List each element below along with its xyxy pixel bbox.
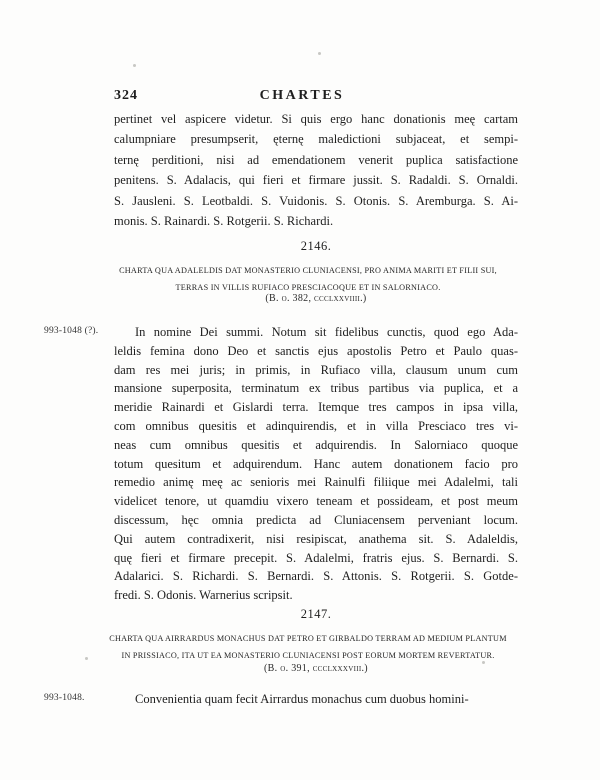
- text-line: ternę perditioni, nisi ad emendationem venerit puplica satisfactione: [114, 152, 518, 167]
- text-line: penitens. S. Adalacis, qui fieri et firmare jussit. S. Radaldi. S. Ornaldi.: [114, 173, 518, 188]
- charter-2146-body: [114, 323, 518, 605]
- text-line: monis. S. Rainardi. S. Rotgerii. S. Richardi.: [114, 214, 334, 229]
- charter-2146-heading: [58, 263, 558, 296]
- charter-2146-number: 2146.: [300, 239, 332, 253]
- text-line: videlicet tenore, ut quamdiu vixero teneam et possideam, et post meum: [114, 494, 518, 509]
- text-line: mansione superposita, terminatum ex tribus partibus via puplica, et a: [114, 381, 518, 396]
- scan-speck: [318, 52, 321, 55]
- charter-2145-continuation: [114, 109, 518, 231]
- text-line: Adalarici. S. Richardi. S. Bernardi. S. Attonis. S. Rotgerii. S. Gotde-: [114, 569, 518, 584]
- text-line: leldis femina dono Deo et sanctis ejus apostolis Petro et Paulo quas-: [114, 343, 518, 358]
- text-line: Qui autem contradixerit, nisi resipiscat, anathema sit. S. Adaleldis,: [114, 531, 518, 546]
- text-line: fredi. S. Odonis. Warnerius scripsit.: [114, 588, 293, 603]
- text-line: In nomine Dei summi. Notum sit fidelibus cunctis, quod ego Ada-: [135, 325, 518, 339]
- charter-2147-number: 2147.: [300, 607, 332, 621]
- scan-speck: [133, 64, 136, 67]
- charter-2147-reference: (B. o. 391, ccclxxxviii.): [264, 663, 368, 674]
- text-line: TERRAS IN VILLIS RUFIACO PRESCIACOQUE ET IN SALORNIACO.: [175, 282, 441, 292]
- text-line: meridie Rainardi et Gislardi terra. Itemque tres campos in ipsa villa,: [114, 400, 518, 415]
- running-title: CHARTES: [259, 88, 345, 103]
- margin-date-2147: 993-1048.: [44, 693, 85, 703]
- text-line: S. Jausleni. S. Leotbaldi. S. Vuidonis. S. Otonis. S. Aremburga. S. Ai-: [114, 193, 518, 208]
- text-line: remedio animę meę ac senioris mei Rainulfi filiique mei Adalelmi, tali: [114, 475, 518, 490]
- text-line: pertinet vel aspicere videtur. Si quis ergo hanc donationis meę cartam: [114, 112, 518, 126]
- text-line: discessum, hęc omnia predicta ad Cluniacensem perveniant locum.: [114, 512, 518, 527]
- text-line: quę fieri et firmare precepit. S. Adalelmi, fratris ejus. S. Bernardi. S.: [114, 550, 518, 565]
- text-line: neas cum omnibus quesitis et adquirendis. In Salorniaco quoque: [114, 437, 518, 452]
- charter-2147-body: [114, 690, 518, 709]
- text-line: com omnibus quesitis et adinquirendis, et in villa Presciaco tres vi-: [114, 418, 518, 433]
- charter-2146-reference: (B. o. 382, ccclxxviiii.): [265, 293, 367, 304]
- page-number: 324: [114, 88, 138, 103]
- text-line: CHARTA QUA ADALELDIS DAT MONASTERIO CLUNIACENSI, PRO ANIMA MARITI ET FILII SUI,: [119, 266, 497, 275]
- text-line: Convenientia quam fecit Airrardus monachus cum duobus homini-: [135, 692, 469, 706]
- margin-date-2146: 993-1048 (?).: [44, 326, 99, 336]
- scan-speck: [482, 661, 485, 664]
- text-line: totum quesitum et adquirendum. Hanc autem donationem facio pro: [114, 456, 518, 471]
- scan-speck: [85, 657, 88, 660]
- page-header: [114, 88, 518, 106]
- text-line: IN PRISSIACO, ITA UT EA MONASTERIO CLUNIACENSI POST EORUM MORTEM REVERTATUR.: [121, 650, 495, 660]
- text-line: CHARTA QUA AIRRARDUS MONACHUS DAT PETRO ET GIRBALDO TERRAM AD MEDIUM PLANTUM: [109, 634, 507, 643]
- text-line: dam res mei juris; in primis, in Rufiaco villa, clausum unum cum: [114, 362, 518, 377]
- charter-2147-heading: [58, 631, 558, 664]
- text-line: calumpniare presumpserit, ęternę maledictioni subjaceat, et sempi-: [114, 132, 518, 147]
